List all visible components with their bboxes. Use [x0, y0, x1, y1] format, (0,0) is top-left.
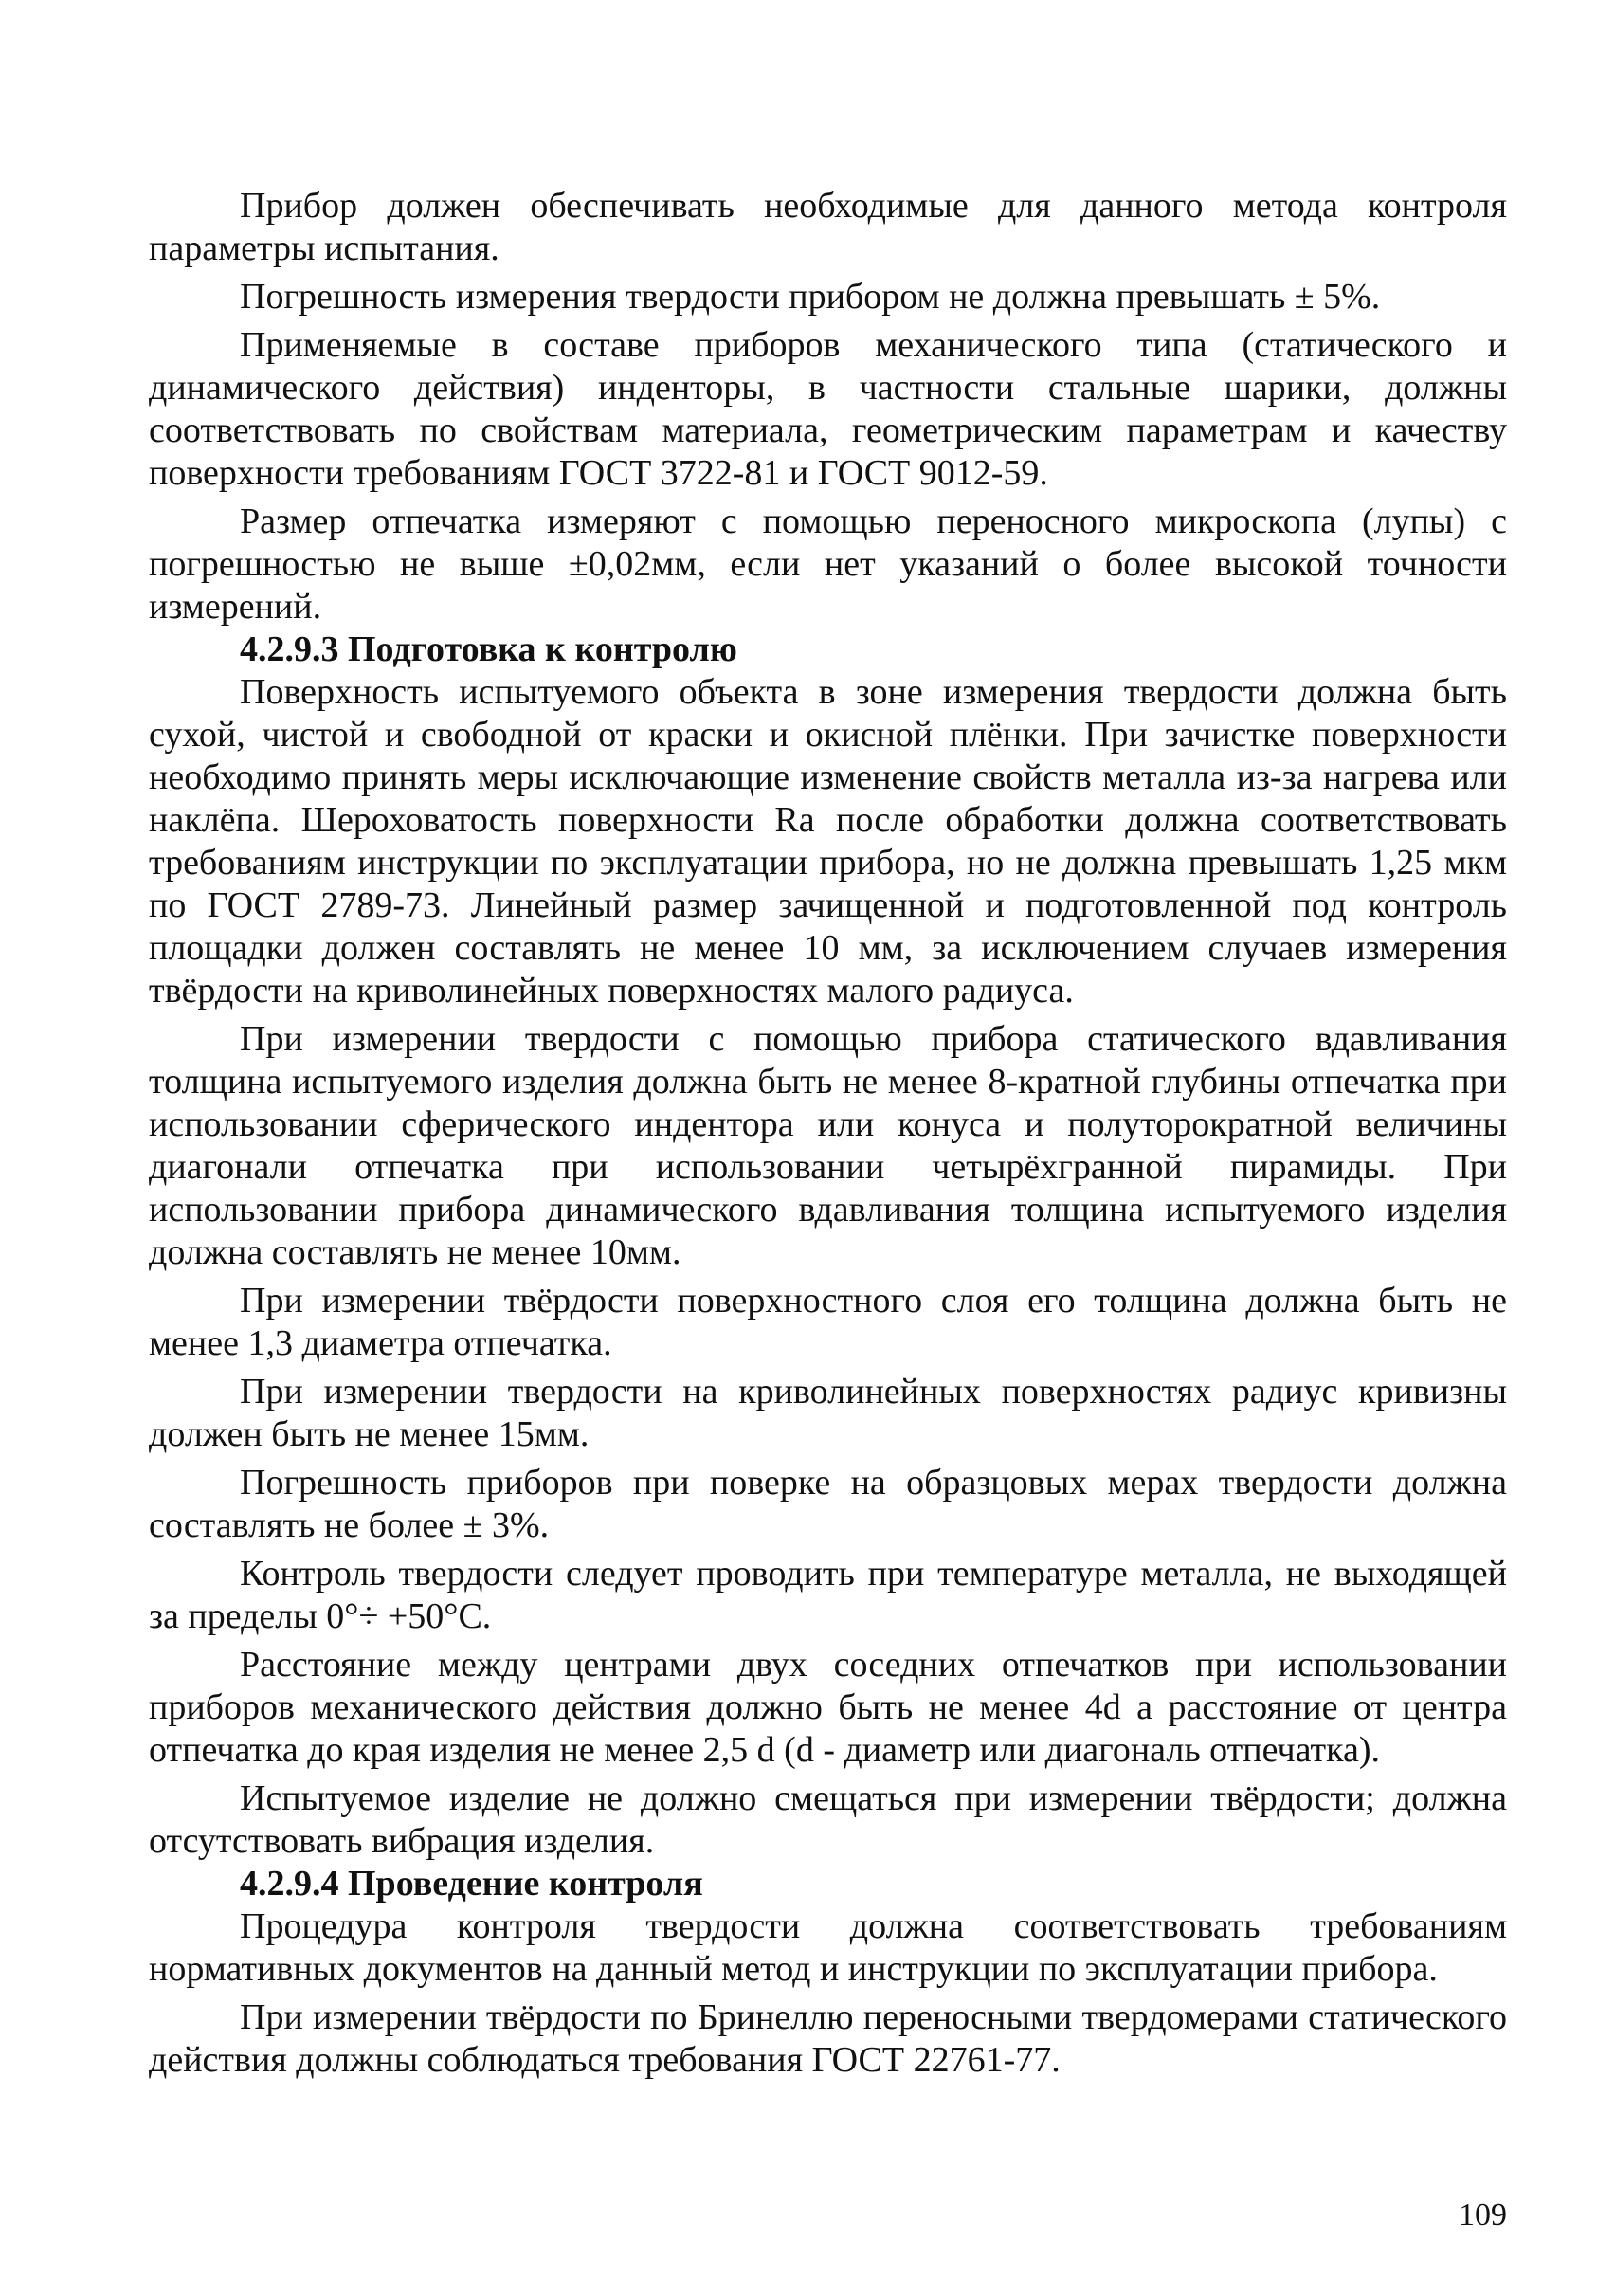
- document-page: [149, 185, 1507, 2082]
- paragraph: При измерении твердости с помощью прибора статического вдавливания толщина испытуемого изделия должна быть не менее 8-кратной глубины отпечатка при использовании сферического индентора или конуса и полуторократной величины диагонали отпечатка при использовании четырёхгранной пирамиды. При использовании прибора динамического вдавливания толщина испытуемого изделия должна составлять не менее 10мм.: [149, 1019, 1507, 1272]
- paragraph: Применяемые в составе приборов механического типа (статического и динамического действия) инденторы, в частности стальные шарики, должны соответствовать по свойствам материала, геометрическим параметрам и качеству поверхности требованиям ГОСТ 3722-81 и ГОСТ 9012-59.: [149, 325, 1507, 493]
- page-number: 109: [1459, 2197, 1507, 2232]
- paragraph: Испытуемое изделие не должно смещаться при измерении твёрдости; должна отсутствовать вибрация изделия.: [149, 1778, 1507, 1861]
- section-heading: 4.2.9.3 Подготовка к контролю: [240, 629, 737, 669]
- paragraph: Погрешность приборов при поверке на образцовых мерах твердости должна составлять не более ± 3%.: [149, 1463, 1507, 1545]
- paragraph: Размер отпечатка измеряют с помощью переносного микроскопа (лупы) с погрешностью не выше ±0,02мм, если нет указаний о более высокой точности измерений.: [149, 501, 1507, 627]
- paragraph: Расстояние между центрами двух соседних отпечатков при использовании приборов механического действия должно быть не менее 4d а расстояние от центра отпечатка до края изделия не менее 2,5 d (d - диаметр или диагональ отпечатка).: [149, 1645, 1507, 1770]
- paragraph: При измерении твёрдости поверхностного слоя его толщина должна быть не менее 1,3 диаметра отпечатка.: [149, 1281, 1507, 1363]
- paragraph: Процедура контроля твердости должна соответствовать требованиям нормативных документов на данный метод и инструкции по эксплуатации прибора.: [149, 1906, 1507, 1989]
- paragraph: Прибор должен обеспечивать необходимые для данного метода контроля параметры испытания.: [149, 186, 1507, 268]
- paragraph: При измерении твердости на криволинейных поверхностях радиус кривизны должен быть не менее 15мм.: [149, 1372, 1507, 1454]
- paragraph: Контроль твердости следует проводить при температуре металла, не выходящей за пределы 0°÷ +50°С.: [149, 1554, 1507, 1636]
- paragraph: Погрешность измерения твердости прибором не должна превышать ± 5%.: [240, 277, 1381, 317]
- section-heading: 4.2.9.4 Проведение контроля: [240, 1864, 703, 1904]
- paragraph: При измерении твёрдости по Бринеллю переносными твердомерами статического действия должны соблюдаться требования ГОСТ 22761-77.: [149, 1997, 1507, 2080]
- paragraph: Поверхность испытуемого объекта в зоне измерения твердости должна быть сухой, чистой и свободной от краски и окисной плёнки. При зачистке поверхности необходимо принять меры исключающие изменение свойств металла из-за нагрева или наклёпа. Шероховатость поверхности Ra после обработки должна соответствовать требованиям инструкции по эксплуатации прибора, но не должна превышать 1,25 мкм по ГОСТ 2789-73. Линейный размер зачищенной и подготовленной под контроль площадки должен составлять не менее 10 мм, за исключением случаев измерения твёрдости на криволинейных поверхностях малого радиуса.: [149, 672, 1507, 1011]
